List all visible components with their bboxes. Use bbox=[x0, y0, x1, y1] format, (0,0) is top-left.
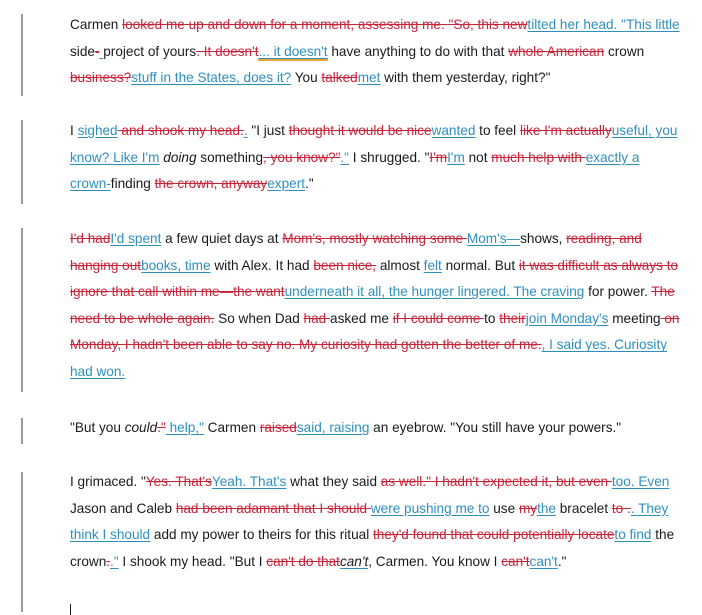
body-text: doing bbox=[163, 149, 197, 165]
deleted-text: it was difficult as always to ignore that call within me—the want bbox=[70, 257, 679, 300]
inserted-text: I'm bbox=[447, 149, 465, 165]
inserted-text: books, time bbox=[141, 257, 211, 273]
body-text: asked me bbox=[330, 310, 393, 326]
deleted-text: they'd found that could potentially locate bbox=[373, 527, 615, 543]
deleted-text: I'm bbox=[429, 149, 448, 165]
inserted-text: to find bbox=[614, 527, 652, 543]
body-text: project of yours bbox=[103, 43, 197, 59]
change-bar bbox=[21, 228, 23, 392]
deleted-text: as well." I hadn't expected it, but even bbox=[380, 474, 612, 489]
body-text: I shrugged. " bbox=[349, 149, 430, 165]
body-text: to feel bbox=[475, 123, 520, 138]
deleted-text: if I could come bbox=[392, 310, 485, 326]
deleted-text: had bbox=[303, 310, 331, 326]
inserted-text: . They think I should bbox=[70, 500, 669, 543]
body-text: to bbox=[484, 310, 500, 326]
inserted-text: join Monday's bbox=[525, 310, 609, 326]
inserted-text: I'd spent bbox=[110, 231, 162, 246]
body-text: could bbox=[124, 420, 158, 435]
deleted-text: reading, and hanging out bbox=[70, 231, 642, 273]
body-text: something bbox=[196, 149, 264, 165]
paragraph[interactable] bbox=[70, 226, 680, 386]
deleted-text: the crown, anyway bbox=[154, 176, 268, 192]
inserted-text: ." bbox=[340, 149, 350, 165]
deleted-text: . bbox=[106, 553, 111, 569]
deleted-text: to . bbox=[611, 500, 631, 516]
body-text: not bbox=[464, 149, 492, 165]
change-bar bbox=[21, 418, 23, 444]
body-text: " bbox=[70, 420, 75, 435]
inserted-text: stuff in the States, does it? bbox=[131, 70, 292, 86]
body-text: , Carmen. You know I bbox=[368, 553, 502, 569]
deleted-text: ." bbox=[157, 420, 166, 435]
inserted-text: too. Even bbox=[611, 474, 670, 489]
deleted-text: talked bbox=[321, 70, 358, 86]
inserted-text: can't bbox=[339, 553, 369, 569]
body-text: meeting bbox=[608, 310, 661, 326]
body-text: But you bbox=[74, 420, 125, 435]
inserted-text: help," bbox=[165, 420, 204, 435]
body-text: I grimaced. " bbox=[70, 474, 146, 489]
text-cursor bbox=[70, 604, 71, 615]
inserted-text: exactly a crown- bbox=[70, 149, 640, 192]
body-text: I bbox=[70, 123, 78, 138]
body-text: crown bbox=[604, 43, 645, 59]
body-text: You bbox=[291, 70, 322, 86]
body-text: what they said bbox=[286, 474, 381, 489]
inserted-text: the bbox=[537, 500, 556, 516]
body-text: with them yesterday, right?" bbox=[380, 70, 551, 86]
body-text: So when Dad bbox=[214, 310, 304, 326]
inserted-text: were pushing me to bbox=[370, 500, 490, 516]
inserted-text: ... it doesn't bbox=[258, 43, 328, 59]
body-text: with Alex. It had bbox=[210, 257, 314, 273]
paragraph[interactable] bbox=[70, 118, 680, 198]
body-text: a few quiet days at bbox=[161, 231, 283, 246]
body-text: have anything to do with that bbox=[327, 43, 509, 59]
deleted-text: been nice, bbox=[313, 257, 377, 273]
deleted-text: business? bbox=[70, 70, 132, 86]
deleted-text: their bbox=[499, 310, 526, 326]
body-text: You still have your powers." bbox=[455, 420, 622, 435]
inserted-text: Mom's— bbox=[466, 231, 521, 246]
paragraph[interactable] bbox=[70, 469, 680, 575]
body-text: Carmen bbox=[70, 17, 123, 32]
body-text: use bbox=[489, 500, 519, 516]
body-text: almost bbox=[376, 257, 424, 273]
body-text: "I just bbox=[247, 123, 289, 138]
inserted-text: . bbox=[243, 123, 248, 138]
inserted-text: met bbox=[357, 70, 381, 86]
change-bar bbox=[21, 472, 23, 612]
inserted-text: wanted bbox=[431, 123, 476, 138]
deleted-text: Mom's, mostly watching some bbox=[282, 231, 467, 246]
deleted-text: The need to be whole again. bbox=[70, 284, 675, 326]
inserted-text: tilted her head. "This little bbox=[527, 17, 680, 32]
deleted-text: looked me up and down for a moment, assessing me. "So, this new bbox=[122, 17, 528, 32]
deleted-text: my bbox=[518, 500, 538, 516]
inserted-text: felt bbox=[423, 257, 442, 273]
body-text: bracelet bbox=[555, 500, 612, 516]
inserted-text: expert bbox=[267, 176, 306, 192]
body-text: the crown bbox=[70, 527, 675, 569]
deleted-text: whole American bbox=[508, 43, 605, 59]
body-text: shows, bbox=[520, 231, 567, 246]
body-text: But I bbox=[234, 553, 267, 569]
body-text: for power. bbox=[584, 284, 652, 300]
inserted-text: ." bbox=[110, 553, 119, 569]
body-text: finding bbox=[110, 176, 155, 192]
body-text: I shook my head. " bbox=[118, 553, 235, 569]
deleted-text: Yes. That's bbox=[145, 474, 212, 489]
body-text: side bbox=[70, 43, 95, 59]
change-bar bbox=[21, 120, 23, 204]
deleted-text: on Monday, I hadn't been able to say no. My curiosity had gotten the better of me. bbox=[70, 310, 680, 353]
inserted-text: can't bbox=[529, 553, 558, 569]
deleted-text: , you know?" bbox=[263, 149, 341, 165]
deleted-text: and shook my head. bbox=[117, 123, 244, 138]
inserted-text: said, raising bbox=[296, 420, 370, 435]
inserted-text: , I said yes. Curiosity had won. bbox=[70, 337, 668, 379]
deleted-text: . It doesn't bbox=[196, 43, 259, 59]
deleted-text: had been adamant that I should bbox=[175, 500, 371, 516]
deleted-text: much help with bbox=[491, 149, 586, 165]
deleted-text: - bbox=[94, 43, 100, 59]
body-text: Jason and Caleb bbox=[70, 500, 176, 516]
deleted-text: raised bbox=[259, 420, 297, 435]
deleted-text: thought it would be nice bbox=[288, 123, 432, 138]
body-text: normal. But bbox=[441, 257, 519, 273]
inserted-text: useful, you know? Like I'm bbox=[70, 123, 678, 165]
deleted-text: can't bbox=[501, 553, 530, 569]
deleted-text: I'd had bbox=[70, 231, 111, 246]
paragraph[interactable] bbox=[70, 12, 680, 92]
body-text: an eyebrow. " bbox=[369, 420, 456, 435]
deleted-text: like I'm actually bbox=[519, 123, 612, 138]
inserted-text: sighed bbox=[77, 123, 118, 138]
body-text: ." bbox=[305, 176, 314, 192]
inserted-text: underneath it all, the hunger lingered. The craving bbox=[284, 284, 585, 300]
body-text: ." bbox=[557, 553, 567, 569]
change-bar bbox=[21, 14, 23, 96]
body-text: Carmen bbox=[203, 420, 260, 435]
paragraph[interactable] bbox=[70, 415, 680, 442]
inserted-text: Yeah. That's bbox=[211, 474, 287, 489]
deleted-text: can't do that bbox=[266, 553, 340, 569]
body-text: add my power to theirs for this ritual bbox=[150, 527, 373, 543]
